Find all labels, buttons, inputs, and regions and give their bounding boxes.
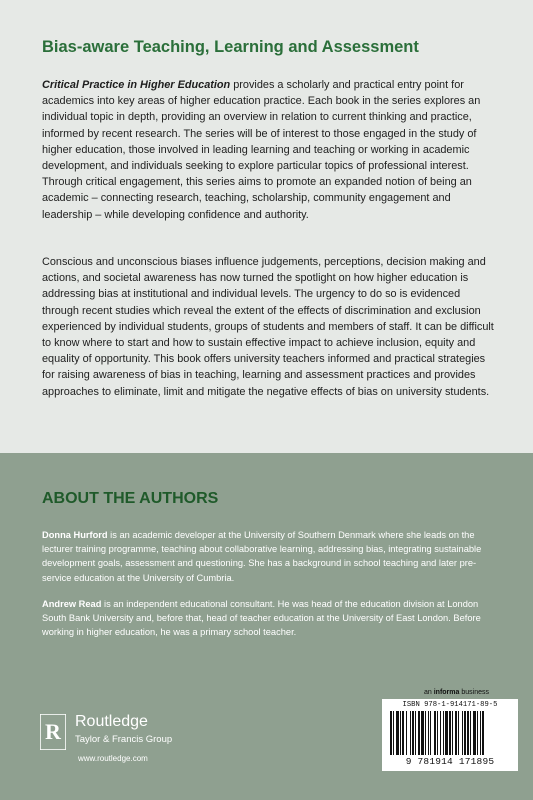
about-authors-heading: ABOUT THE AUTHORS xyxy=(42,490,219,507)
barcode-bar xyxy=(396,711,399,755)
barcode xyxy=(382,699,518,771)
series-paragraph xyxy=(42,77,498,223)
barcode-digits: 9 781914 171895 xyxy=(405,756,495,767)
barcode-bar xyxy=(480,711,481,755)
barcode-bar xyxy=(393,711,394,755)
publisher-url[interactable]: www.routledge.com xyxy=(78,754,148,763)
barcode-bar xyxy=(425,711,426,755)
barcode-bar xyxy=(467,711,469,755)
barcode-bar xyxy=(406,711,407,755)
barcode-bar xyxy=(434,711,436,755)
book-paragraph: Conscious and unconscious biases influence judgements, perceptions, decision making and actions, and societal awareness has now turned the spotlight on how higher education is addressing bias at institutional and individual levels. The urgency to do so is evidenced through recent studies which reveal the extent of the effects of discrimination and exclusion experienced by individual students, groups of students and members of staff. It can be difficult to know where to start and how to sustain effective impact to achieve inclusion, equity and equality of opportunity. This book offers university teachers informed and practical strategies for raising awareness of bias in teaching, learning and assessment practices and provides approaches to eliminate, limit and mitigate the negative effects of bias on university students. xyxy=(42,256,494,398)
barcode-bar xyxy=(418,711,420,755)
barcode-bar xyxy=(462,711,463,755)
barcode-icon xyxy=(390,711,510,755)
publisher-name: Routledge xyxy=(75,713,148,730)
author-bio-text: is an independent educational consultant. He was head of the education division at London South Bank University and, before that, head of teacher education at the University of East London. Before working in higher education, he was a primary school teacher. xyxy=(42,599,481,638)
barcode-bar xyxy=(482,711,484,755)
barcode-bar xyxy=(455,711,457,755)
barcode-bar xyxy=(415,711,416,755)
svg-text:R: R xyxy=(45,719,61,744)
barcode-bar xyxy=(458,711,459,755)
barcode-bar xyxy=(428,711,429,755)
barcode-bar xyxy=(445,711,448,755)
barcode-bar xyxy=(430,711,431,755)
series-description: provides a scholarly and practical entry point for academics into key areas of higher education practice. Each book in the series explores an individual topic in depth, providing an overview in relation to current thinking and practice, informed by recent research. The series will be of interest to those engaged in the study of higher education, those involved in leading learning and teaching or working in academic development, and individuals seeking to explore particular topics of professional interest. Through critical engagement, this series aims to promote an expanded notion of being an academic – connecting research, teaching, scholarship, community engagement and leadership – while developing confidence and authority. xyxy=(42,79,481,221)
barcode-bar xyxy=(390,711,392,755)
barcode-bar xyxy=(440,711,441,755)
publisher-logo xyxy=(40,712,220,754)
series-name: Critical Practice in Higher Education xyxy=(42,79,231,91)
barcode-bar xyxy=(402,711,404,755)
author-bio xyxy=(42,528,502,585)
isbn-label: ISBN 978-1-914171-89-5 xyxy=(402,701,498,709)
barcode-bar xyxy=(452,711,453,755)
barcode-bar xyxy=(470,711,471,755)
barcode-bar xyxy=(464,711,466,755)
barcode-bar xyxy=(477,711,478,755)
barcode-bar xyxy=(437,711,438,755)
barcode-bar xyxy=(449,711,451,755)
barcode-bar xyxy=(473,711,476,755)
barcode-bar xyxy=(410,711,411,755)
author-name: Andrew Read xyxy=(42,599,102,609)
author-bio xyxy=(42,597,502,640)
book-title: Bias-aware Teaching, Learning and Assessment xyxy=(42,38,419,56)
author-name: Donna Hurford xyxy=(42,530,108,540)
informa-business-label: an informa business xyxy=(424,689,489,696)
publisher-group: Taylor & Francis Group xyxy=(75,734,173,745)
barcode-bar xyxy=(443,711,444,755)
barcode-bar xyxy=(400,711,401,755)
routledge-logo-icon xyxy=(40,714,66,750)
barcode-bar xyxy=(421,711,424,755)
author-bio-text: is an academic developer at the University of Southern Denmark where she leads on the lecturer training programme, teaching about collaborative learning, addressing bias, integrating sustainable development goals, assessment and questioning. She has a background in school teaching and later pre-service education at the University of Cumbria. xyxy=(42,530,482,583)
barcode-bar xyxy=(412,711,414,755)
